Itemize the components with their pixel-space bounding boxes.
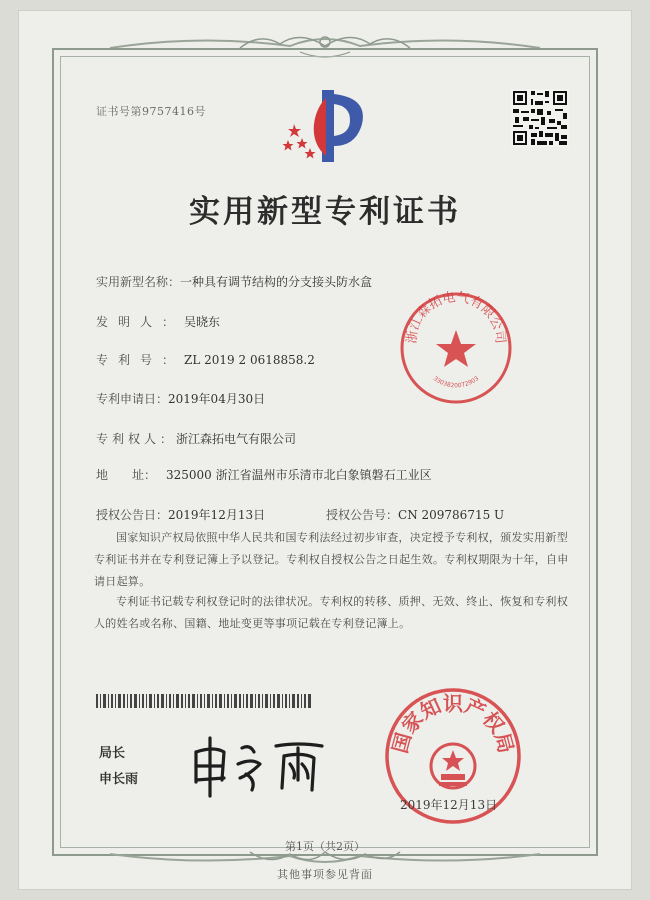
- statement-paragraph: 专利证书记载专利权登记时的法律状况。专利权的转移、质押、无效、终止、恢复和专利权人的姓名或名称、国籍、地址变更等事项记载在专利登记簿上。: [94, 595, 568, 630]
- field-label: 专利号：: [96, 353, 185, 367]
- field-value: CN 209786715 U: [398, 508, 505, 522]
- company-seal-icon: [398, 290, 514, 406]
- field-filing-date: [96, 390, 265, 407]
- field-value: ZL 2019 2 0618858.2: [184, 353, 315, 367]
- field-inventor: [96, 313, 220, 330]
- certificate-title: 实用新型专利证书: [189, 194, 461, 230]
- field-label: 发明人：: [96, 315, 185, 329]
- field-grant-date: [96, 506, 265, 523]
- patent-logo-icon: [282, 84, 374, 168]
- field-label: 专利权人：: [96, 432, 177, 446]
- field-value: 一种具有调节结构的分支接头防水盒: [180, 275, 373, 289]
- footer-note: 其他事项参见背面: [277, 868, 373, 881]
- statement-paragraph: 国家知识产权局依照中华人民共和国专利法经过初步审查，决定授予专利权，颁发实用新型专利证书并在专利登记簿上予以登记。专利权自授权公告之日起生效。专利权期限为十年，自申请日起算。: [94, 531, 569, 588]
- barcode-icon: [96, 694, 312, 708]
- field-patentee: [96, 430, 296, 447]
- company-seal-text: 浙江森拓电气有限公司: [404, 290, 508, 345]
- field-address: [96, 466, 432, 483]
- field-label: 授权公告日：: [96, 508, 169, 522]
- field-utility-model-name: [96, 273, 372, 290]
- field-label: 实用新型名称：: [96, 275, 181, 289]
- field-label: 地 址：: [96, 468, 157, 482]
- field-label: 专利申请日：: [96, 392, 169, 406]
- field-value: 2019年12月13日: [168, 508, 266, 522]
- handwritten-signature-icon: [190, 730, 330, 800]
- svg-text:3303820072903: [432, 375, 481, 389]
- signatory-role: 局长: [99, 746, 126, 761]
- page-number: 第1页（共2页）: [285, 840, 365, 853]
- company-seal-code: 3303820072903: [431, 375, 481, 390]
- qr-code-icon: [511, 89, 569, 147]
- field-label: 授权公告号：: [326, 508, 399, 522]
- field-value: 浙江森拓电气有限公司: [176, 432, 297, 446]
- field-value: 2019年04月30日: [168, 392, 266, 406]
- field-patent-number: [96, 351, 315, 368]
- office-seal-text: 国家知识产权局: [387, 691, 519, 756]
- field-value: 325000 浙江省温州市乐清市北白象镇磐石工业区: [166, 468, 432, 482]
- signatory-name: 申长雨: [99, 772, 139, 787]
- field-grant-number: [326, 506, 504, 523]
- issue-date: 2019年12月13日: [400, 798, 498, 812]
- certificate-number: 证书号第9757416号: [96, 105, 206, 118]
- svg-text:国家知识产权局: [388, 692, 519, 756]
- field-value: 吴晓东: [184, 315, 221, 329]
